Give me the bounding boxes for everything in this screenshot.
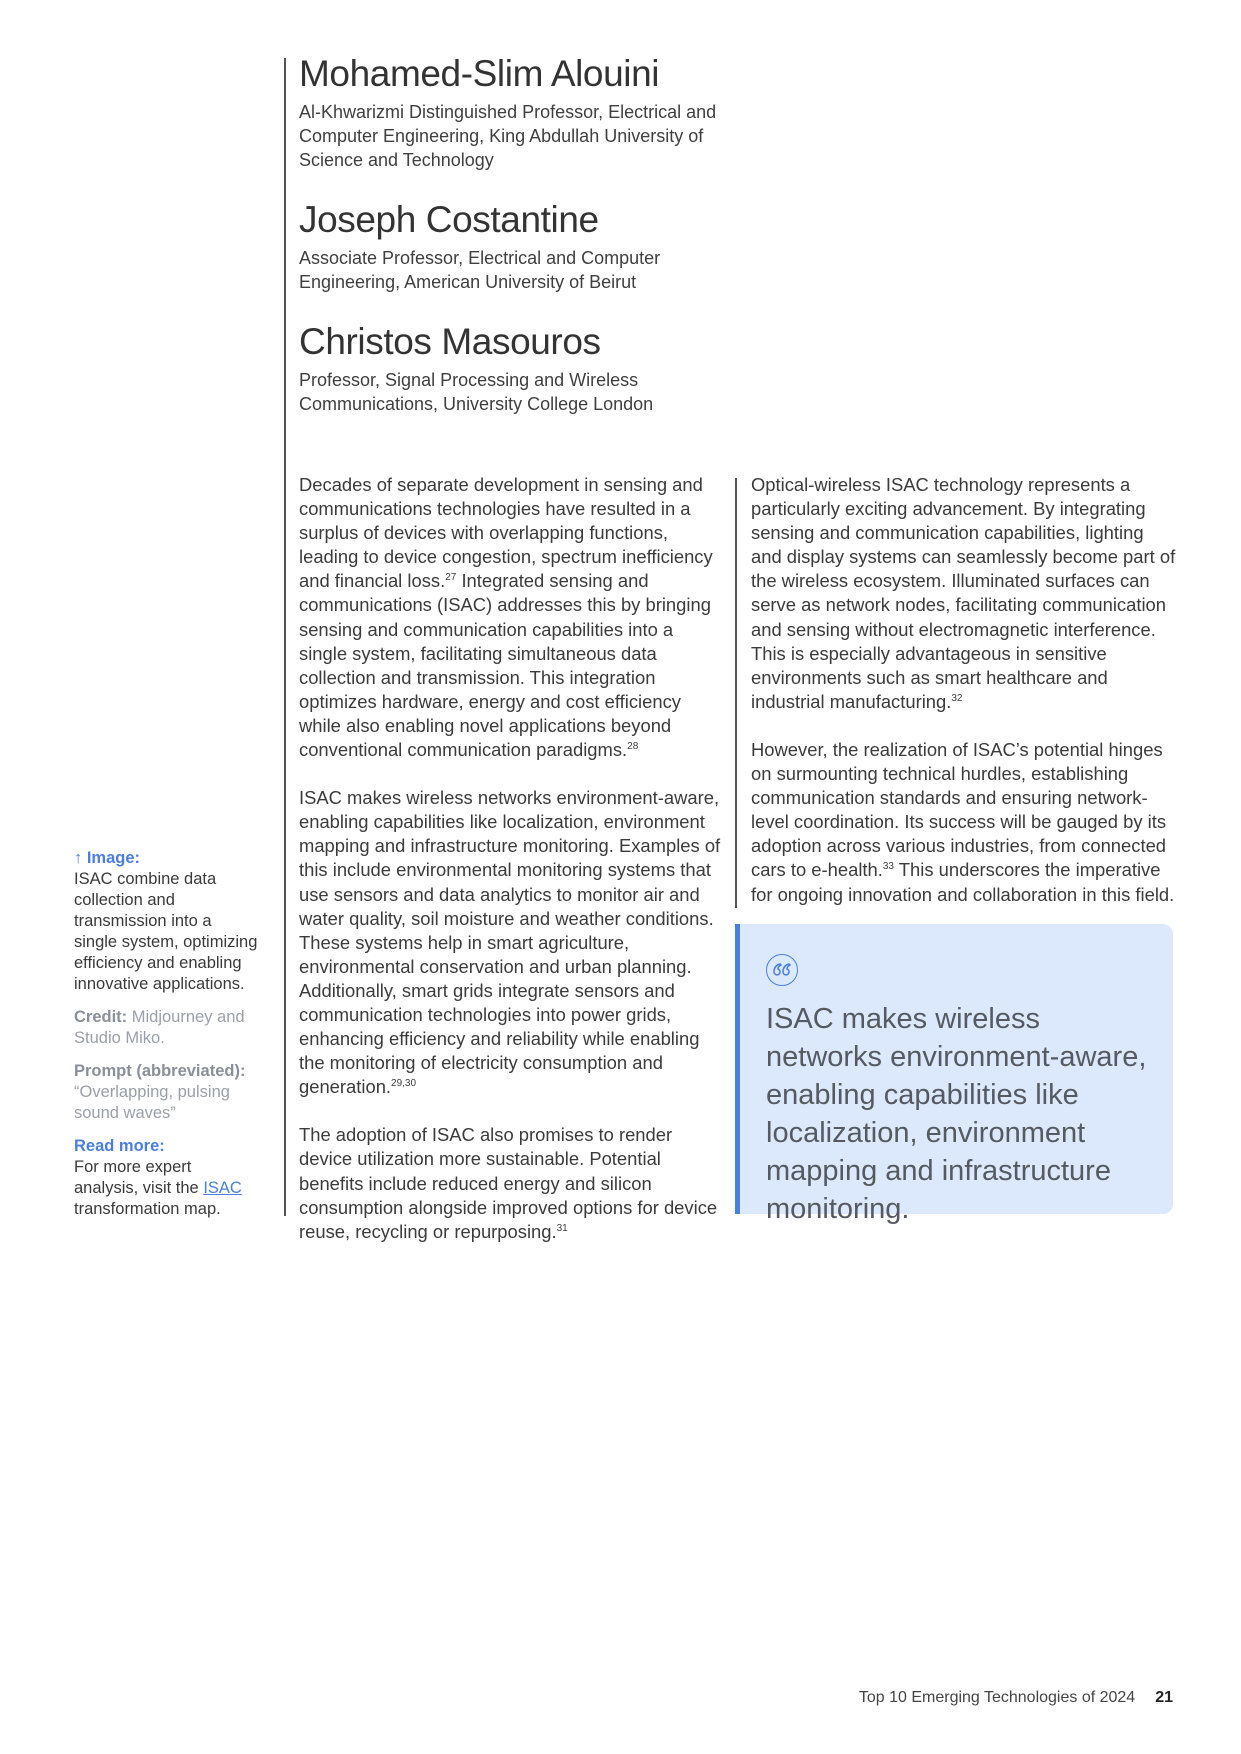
footnote-ref: 28 (627, 741, 639, 753)
quote-marks-glyph (773, 963, 791, 977)
image-caption-block (74, 848, 259, 995)
read-more-block (74, 1136, 259, 1220)
paragraph (299, 786, 724, 1099)
paragraph-text: The adoption of ISAC also promises to render device utilization more sustainable. Potential benefits include reduced energy and silicon consumption alongside improved options for device reuse, recycling or repurposing. (299, 1124, 718, 1242)
page-footer (859, 1689, 1173, 1707)
author-block (299, 198, 739, 294)
column-divider (735, 478, 737, 908)
body-column-left (299, 473, 724, 1268)
footnote-ref: 29,30 (391, 1078, 417, 1090)
sidebar-caption (74, 848, 259, 1232)
author-role: Professor, Signal Processing and Wireless Communications, University College London (299, 370, 654, 414)
prompt-label: Prompt (abbreviated): (74, 1062, 246, 1080)
paragraph (299, 1123, 724, 1243)
isac-link[interactable]: ISAC (203, 1179, 242, 1197)
image-caption: ISAC combine data collection and transmission into a single system, optimizing efficiency and enabling innovative applications. (74, 870, 258, 993)
authors-list (299, 52, 739, 442)
footer-title: Top 10 Emerging Technologies of 2024 (858, 1689, 1136, 1706)
prompt-block (74, 1061, 259, 1124)
read-more-post: transformation map. (74, 1200, 221, 1218)
author-role: Al-Khwarizmi Distinguished Professor, Electrical and Computer Engineering, King Abdullah University of Science and Technology (299, 102, 717, 170)
author-name: Mohamed-Slim Alouini (299, 53, 660, 94)
credit-label: Credit: (74, 1008, 128, 1026)
paragraph (299, 473, 724, 762)
footnote-ref: 31 (556, 1222, 568, 1234)
footnote-ref: 32 (951, 692, 963, 704)
author-block (299, 320, 739, 416)
left-divider (284, 58, 286, 1216)
read-more-pre: For more expert analysis, visit the (74, 1158, 204, 1197)
paragraph-text: This underscores the imperative for ongoing innovation and collaboration in this field. (751, 859, 1175, 905)
author-name: Joseph Costantine (299, 199, 599, 240)
author-role: Associate Professor, Electrical and Computer Engineering, American University of Beirut (299, 248, 661, 292)
pull-quote (735, 924, 1173, 1225)
paragraph-text: However, the realization of ISAC’s potential hinges on surmounting technical hurdles, establishing communication standards and ensuring network-level coordination. Its success will be gauged by its adoption across various industries, from connected cars to e-health. (751, 738, 1167, 881)
prompt-text: “Overlapping, pulsing sound waves” (74, 1083, 230, 1122)
quote-icon (766, 954, 798, 986)
body-column-right (751, 473, 1176, 931)
read-more-heading: Read more: (74, 1137, 165, 1155)
footnote-ref: 27 (445, 572, 457, 584)
read-more-text (74, 1157, 259, 1220)
footnote-ref: 33 (882, 861, 894, 873)
author-name: Christos Masouros (299, 321, 601, 362)
paragraph (751, 473, 1176, 714)
page-number: 21 (1155, 1689, 1173, 1706)
author-block (299, 52, 739, 172)
credit-text: Midjourney and Studio Miko. (74, 1008, 245, 1047)
paragraph-text: Integrated sensing and communications (ISAC) addresses this by bringing sensing and communication capabilities into a single system, facilitating simultaneous data collection and transmission. This integration optimizes hardware, energy and cost efficiency while also enabling novel applications beyond conventional communication paradigms. (299, 570, 711, 761)
quote-text: ISAC makes wireless networks environment-aware, enabling capabilities like localization, environment mapping and infrastructure monitoring. (766, 1003, 1147, 1225)
paragraph-text: Optical-wireless ISAC technology represents a particularly exciting advancement. By integrating sensing and communication capabilities, lighting and display systems can seamlessly become part of the wireless ecosystem. Illuminated surfaces can serve as network nodes, facilitating communication and sensing without electromagnetic interference. This is especially advantageous in sensitive environments such as smart healthcare and industrial manufacturing. (751, 474, 1176, 712)
credit-block (74, 1007, 259, 1049)
paragraph-text: ISAC makes wireless networks environment-aware, enabling capabilities like localization, environment mapping and infrastructure monitoring. Examples of this include environmental monitoring systems that use sensors and data analytics to monitor air and water quality, soil moisture and weather conditions. These systems help in smart agriculture, environmental conservation and urban planning. Additionally, smart grids integrate sensors and communication technologies into power grids, enhancing efficiency and reliability while enabling the monitoring of electricity consumption and generation. (299, 787, 721, 1098)
paragraph (751, 738, 1176, 907)
paragraph-text: Decades of separate development in sensing and communications technologies have resulted in a surplus of devices with overlapping functions, leading to device congestion, spectrum inefficiency and financial loss. (299, 474, 713, 592)
image-heading: ↑ Image: (74, 849, 141, 867)
